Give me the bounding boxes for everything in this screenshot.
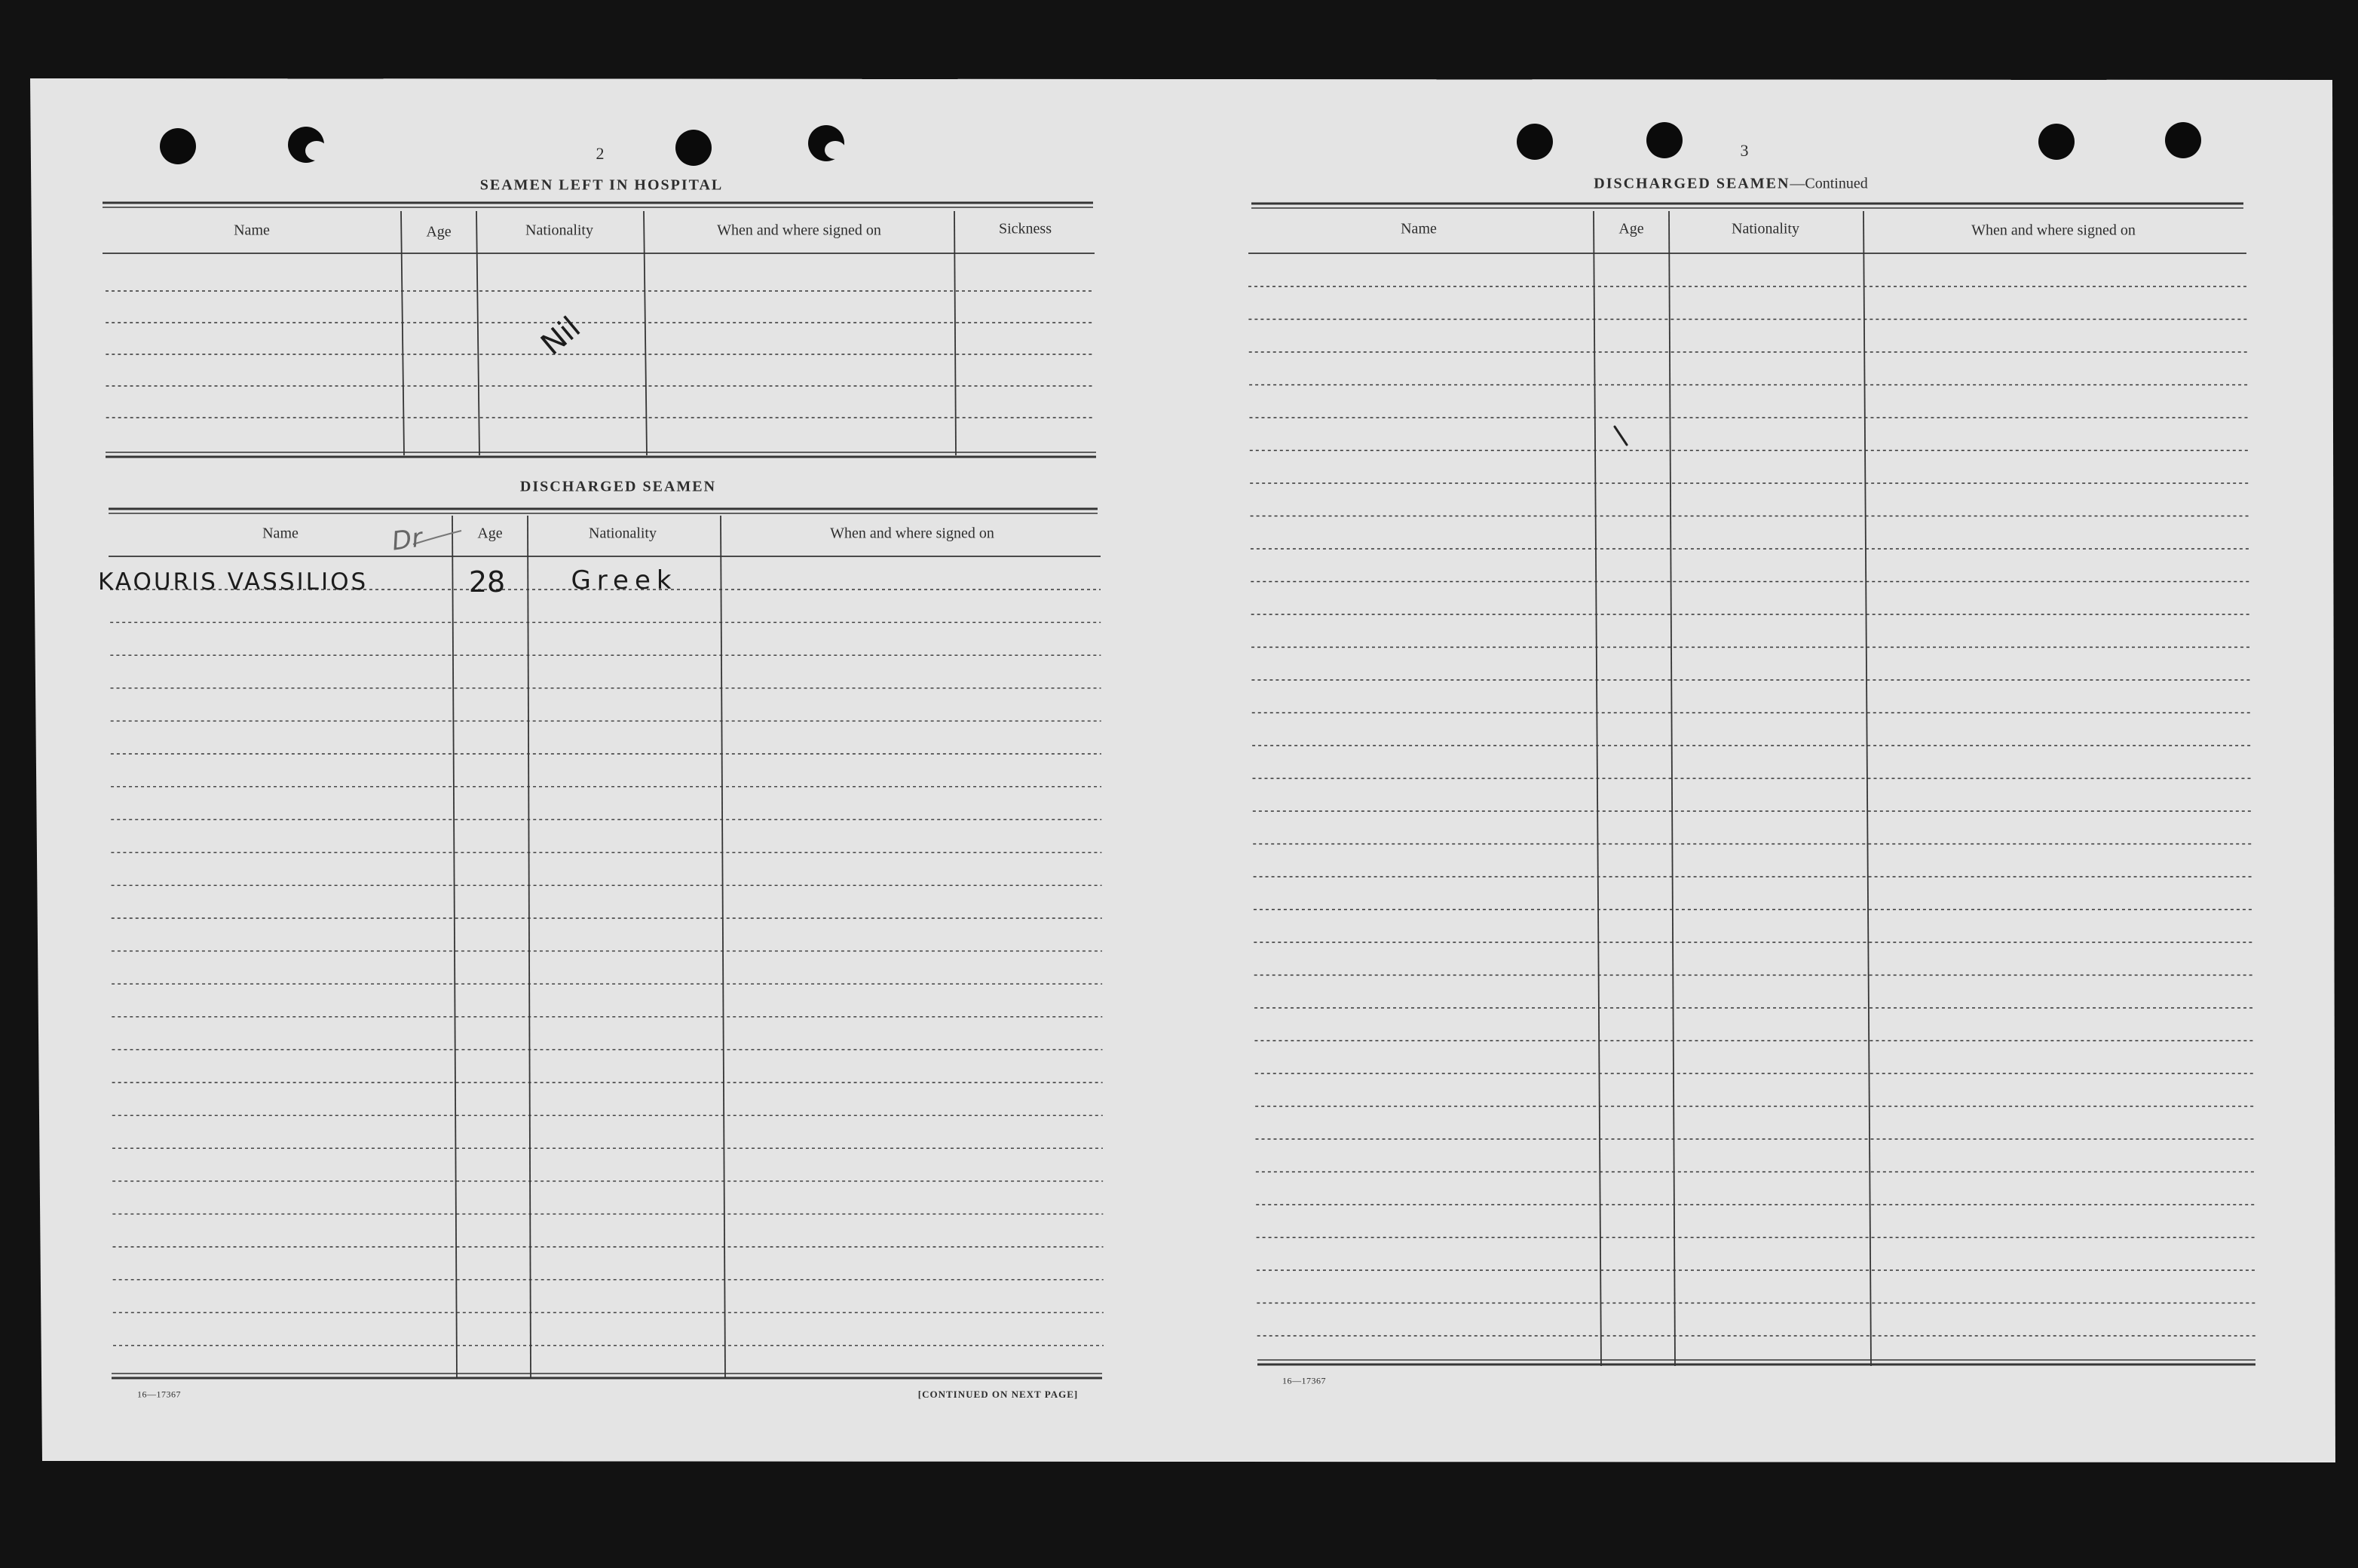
hospital-col-signed-on: When and where signed on bbox=[717, 222, 881, 239]
punch-hole bbox=[675, 130, 712, 166]
seaman-age: 28 bbox=[468, 565, 506, 599]
punch-hole bbox=[2165, 122, 2201, 158]
discharged-section-title: DISCHARGED SEAMEN bbox=[519, 478, 717, 495]
handwritten-margin-note: Dr bbox=[390, 522, 424, 557]
hospital-col-nationality: Nationality bbox=[525, 222, 593, 239]
punch-hole-tear bbox=[825, 141, 846, 159]
continued-col-name: Name bbox=[1401, 220, 1437, 237]
continued-title-suffix: —Continued bbox=[1790, 175, 1868, 192]
continued-section-title bbox=[1594, 176, 1868, 193]
hospital-section-title: SEAMEN LEFT IN HOSPITAL bbox=[479, 176, 724, 194]
page-number-right: 3 bbox=[1740, 141, 1749, 160]
punch-hole bbox=[2038, 124, 2075, 160]
continued-note: [CONTINUED ON NEXT PAGE] bbox=[917, 1389, 1079, 1400]
punch-hole bbox=[1517, 124, 1553, 160]
continued-title-main: DISCHARGED SEAMEN bbox=[1594, 175, 1790, 192]
punch-hole bbox=[1646, 122, 1683, 158]
hospital-col-age: Age bbox=[426, 223, 452, 240]
hospital-col-sickness: Sickness bbox=[999, 220, 1052, 237]
continued-col-age: Age bbox=[1618, 220, 1644, 237]
discharged-col-age: Age bbox=[477, 525, 503, 542]
punch-hole-tear bbox=[305, 141, 328, 161]
hospital-col-name: Name bbox=[234, 222, 270, 239]
form-number-right: 16—17367 bbox=[1282, 1375, 1326, 1386]
form-number-left: 16—17367 bbox=[137, 1389, 181, 1400]
paper-sheet bbox=[30, 78, 2335, 1462]
punch-hole bbox=[160, 128, 196, 164]
seaman-nationality: Greek bbox=[571, 565, 678, 596]
page-number-left: 2 bbox=[596, 144, 605, 163]
seaman-name: KAOURIS VASSILIOS bbox=[98, 568, 369, 596]
discharged-col-nationality: Nationality bbox=[589, 525, 657, 542]
handwritten-nil-entry: Nil bbox=[534, 310, 587, 363]
discharged-col-signed-on: When and where signed on bbox=[830, 525, 994, 542]
discharged-col-name: Name bbox=[262, 525, 299, 542]
continued-col-nationality: Nationality bbox=[1732, 220, 1799, 237]
continued-col-signed-on: When and where signed on bbox=[1971, 222, 2136, 239]
